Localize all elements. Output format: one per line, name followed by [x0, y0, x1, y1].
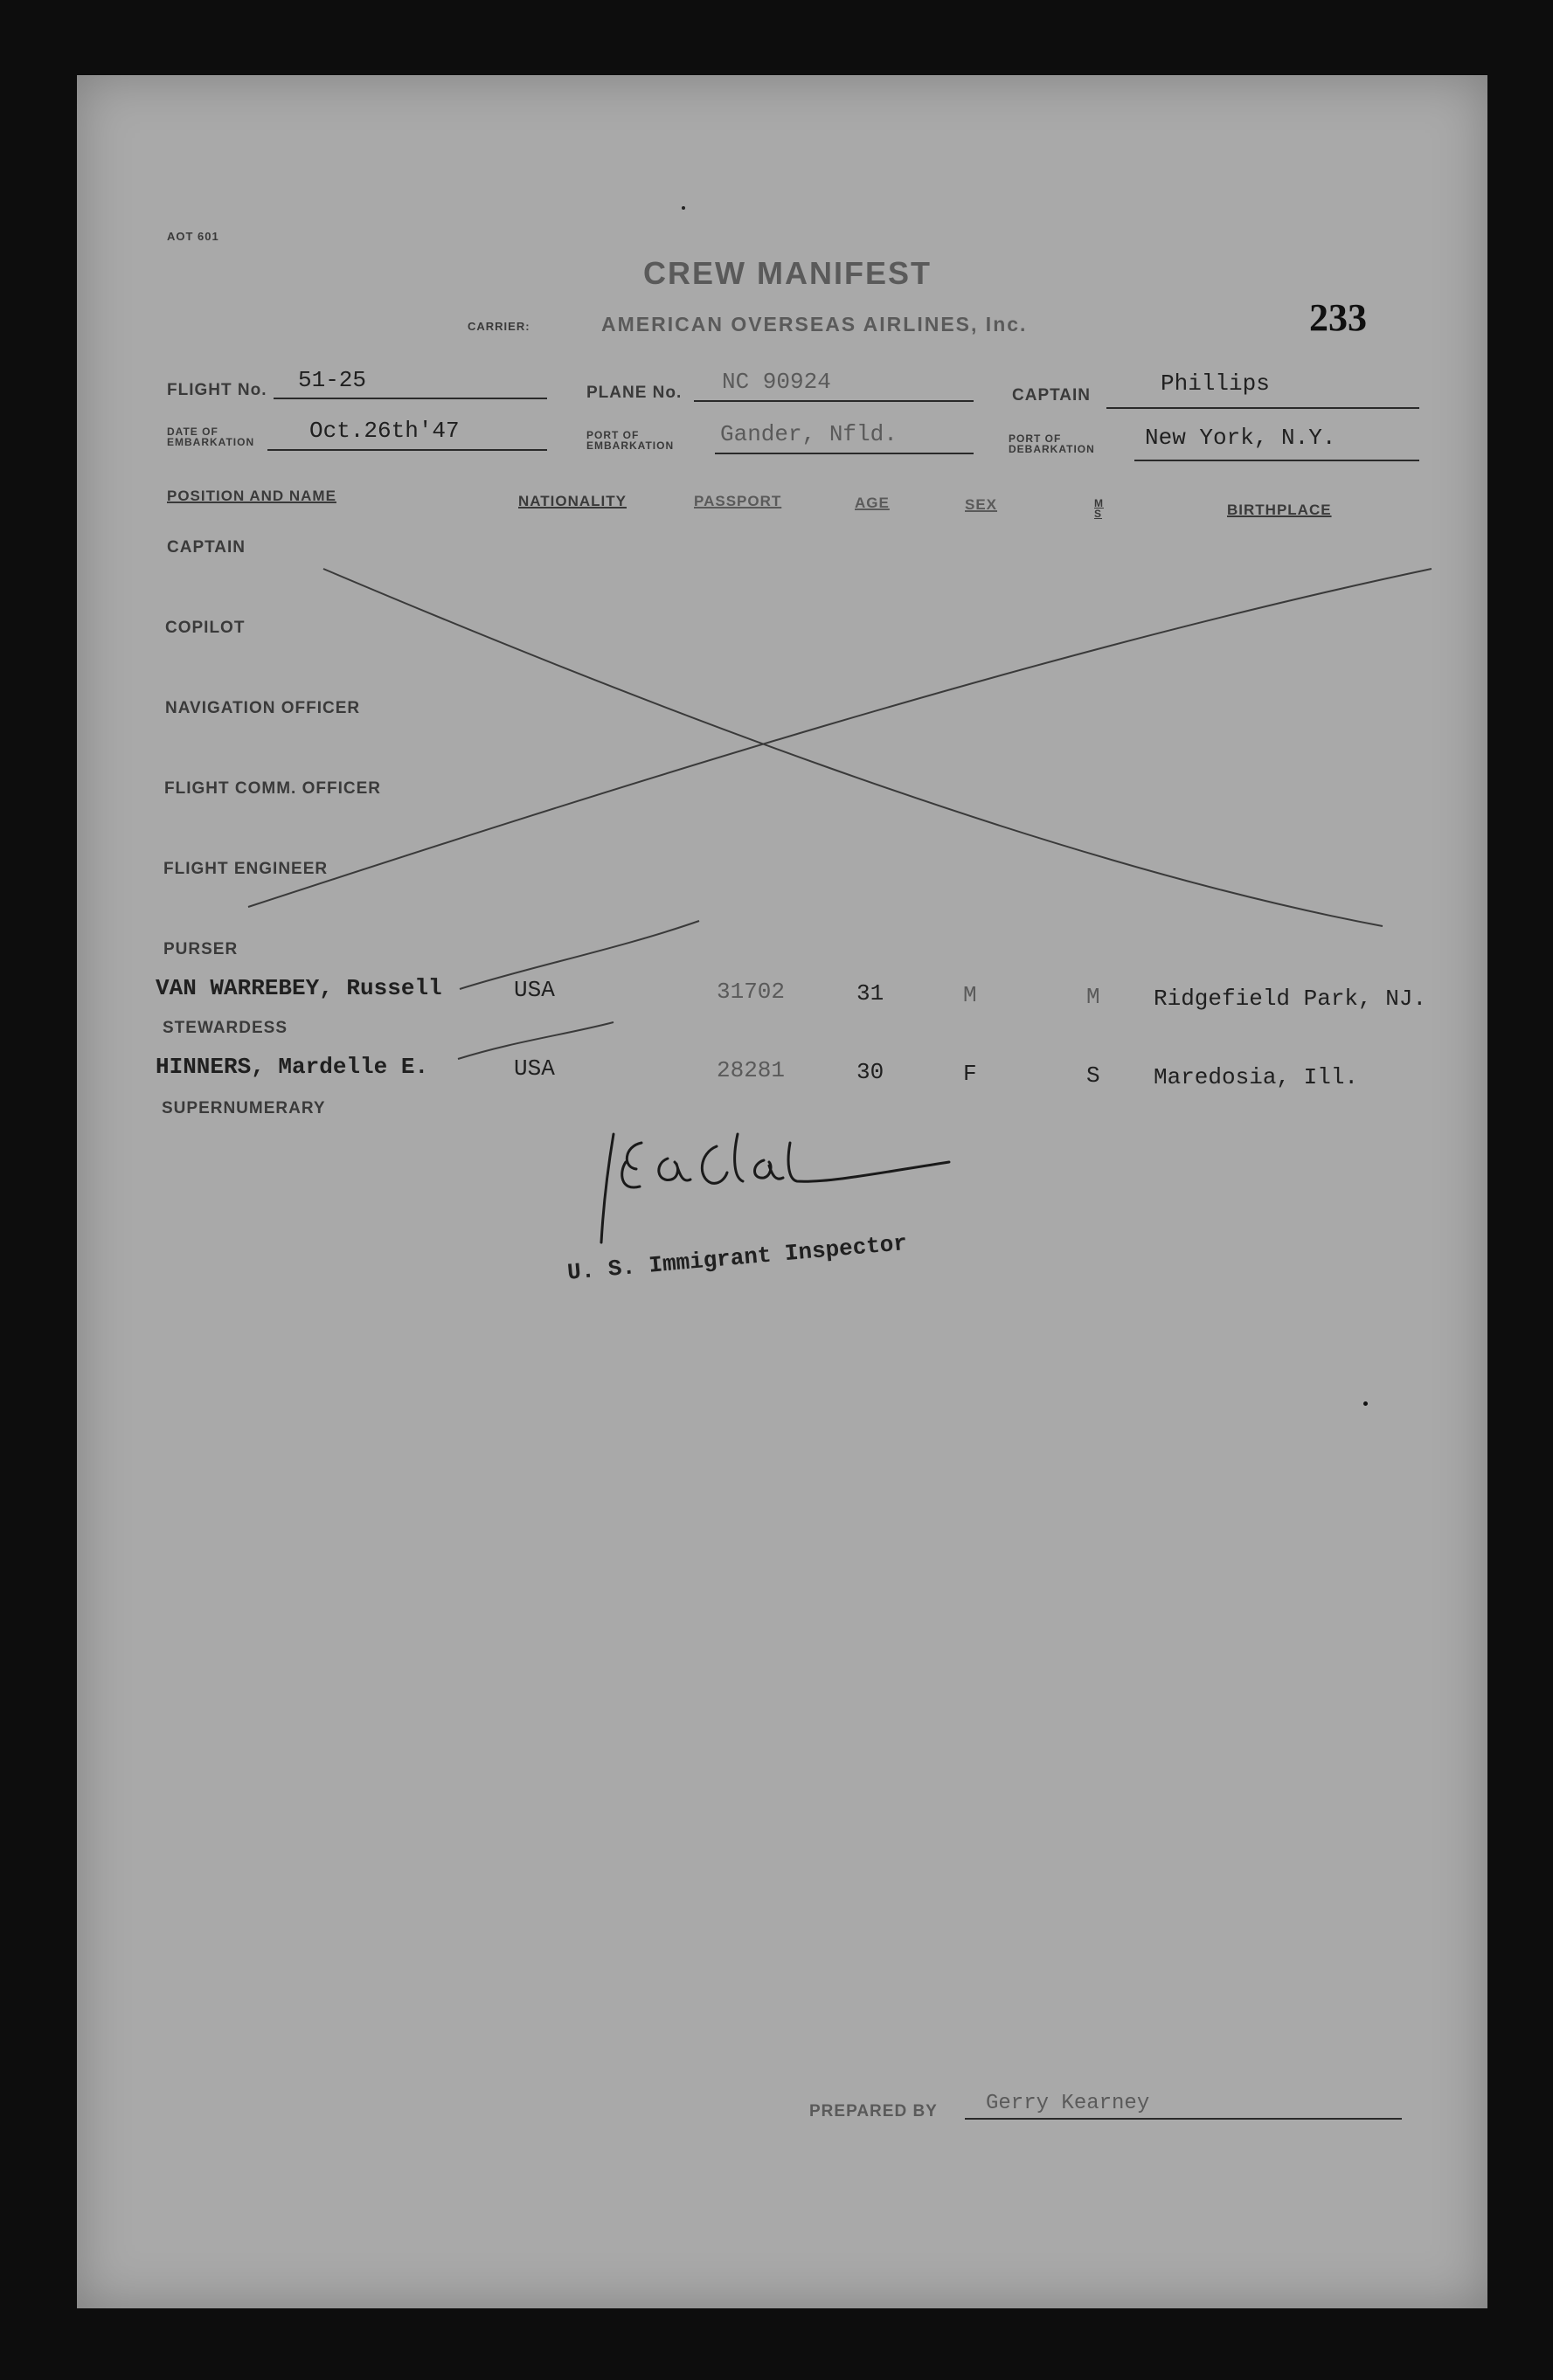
crew-nationality: USA — [514, 977, 555, 1003]
col-sex: SEX — [965, 496, 998, 513]
pos-supernumerary: SUPERNUMERARY — [162, 1099, 326, 1117]
form-code: AOT 601 — [167, 230, 219, 243]
strike-line-down — [323, 569, 1383, 926]
speck — [1363, 1401, 1368, 1406]
crew-birthplace: Maredosia, Ill. — [1154, 1064, 1359, 1090]
flight-no-value: 51-25 — [298, 367, 367, 393]
prepared-by-line — [965, 2118, 1402, 2120]
pos-copilot: COPILOT — [165, 619, 246, 637]
crew-age: 31 — [856, 980, 884, 1007]
crew-marital: S — [1086, 1062, 1100, 1089]
plane-no-value: NC 90924 — [722, 369, 831, 395]
captain-label: CAPTAIN — [1012, 386, 1092, 405]
port-debarkation-value: New York, N.Y. — [1145, 425, 1336, 451]
crew-name: HINNERS, Mardelle E. — [156, 1054, 429, 1080]
col-age: AGE — [855, 495, 890, 511]
date-label-1: DATE OF — [167, 425, 218, 438]
flight-no-label: FLIGHT No. — [167, 381, 267, 399]
crew-nationality: USA — [514, 1055, 555, 1082]
page-title: CREW MANIFEST — [643, 255, 932, 291]
port-emb-label-2: EMBARKATION — [586, 439, 675, 452]
pos-engineer: FLIGHT ENGINEER — [163, 860, 329, 878]
port-embarkation-value: Gander, Nfld. — [720, 421, 898, 447]
crew-age: 30 — [856, 1059, 884, 1085]
date-label-2: EMBARKATION — [167, 436, 255, 448]
carrier-value: AMERICAN OVERSEAS AIRLINES, Inc. — [601, 313, 1028, 336]
col-nationality: NATIONALITY — [518, 493, 627, 509]
pos-navigation: NAVIGATION OFFICER — [165, 699, 361, 717]
col-position: POSITION AND NAME — [167, 488, 336, 504]
crew-birthplace: Ridgefield Park, NJ. — [1154, 986, 1427, 1012]
col-passport: PASSPORT — [694, 493, 782, 509]
purser-tick — [460, 921, 699, 989]
crew-passport: 28281 — [717, 1057, 786, 1083]
col-birthplace: BIRTHPLACE — [1227, 502, 1332, 518]
crew-marital: M — [1086, 984, 1100, 1010]
col-marital-m: M — [1094, 497, 1104, 509]
crew-sex: F — [963, 1061, 977, 1087]
page-number: 233 — [1309, 296, 1367, 339]
pos-purser: PURSER — [163, 940, 239, 958]
manifest-page — [77, 75, 1487, 2308]
inspector-signature — [601, 1134, 949, 1242]
captain-value: Phillips — [1161, 370, 1270, 397]
col-marital-s: S — [1094, 508, 1103, 520]
plane-no-label: PLANE No. — [586, 384, 683, 402]
crew-passport: 31702 — [717, 979, 786, 1005]
pos-captain: CAPTAIN — [167, 538, 246, 557]
port-deb-label-1: PORT OF — [1009, 432, 1062, 445]
speck — [682, 206, 685, 210]
strike-line-up — [248, 569, 1432, 907]
carrier-label: CARRIER: — [468, 320, 530, 333]
crew-name: VAN WARREBEY, Russell — [156, 975, 442, 1001]
port-deb-label-2: DEBARKATION — [1009, 443, 1095, 455]
inspector-title: U. S. Immigrant Inspector — [566, 1230, 909, 1286]
pos-comm: FLIGHT COMM. OFFICER — [164, 779, 381, 798]
pos-stewardess: STEWARDESS — [163, 1019, 288, 1037]
prepared-by-value: Gerry Kearney — [986, 2092, 1150, 2115]
port-emb-label-1: PORT OF — [586, 429, 640, 441]
stewardess-tick — [458, 1022, 614, 1059]
prepared-by-label: PREPARED BY — [809, 2102, 938, 2121]
pencil-markings — [77, 75, 1487, 2308]
crew-sex: M — [963, 982, 977, 1008]
date-value: Oct.26th'47 — [309, 418, 460, 444]
